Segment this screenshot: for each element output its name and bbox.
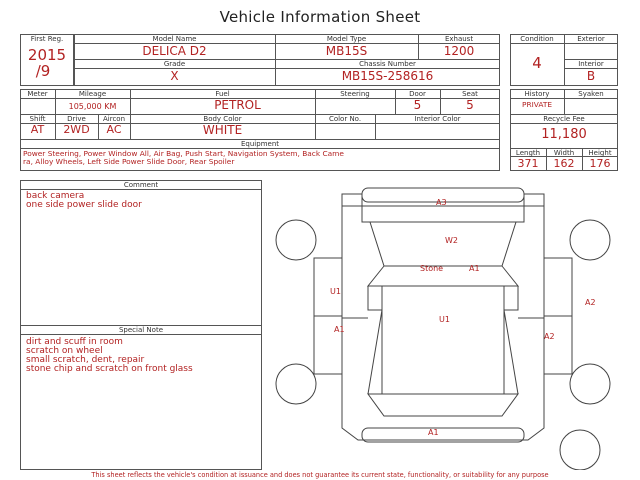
- equipment-line-1: Power Steering, Power Window All, Air Bag, Push Start, Navigation System, Back Came: [23, 149, 344, 158]
- fuel-label: Fuel: [215, 90, 230, 98]
- exterior-label: Exterior: [577, 35, 605, 43]
- comment-line-2: one side power slide door: [26, 200, 142, 210]
- roof-shape: [382, 286, 504, 394]
- damage-mark-a1-bottom: A1: [428, 428, 439, 437]
- recycle-fee-value: 11,180: [541, 127, 587, 142]
- special-note-line-2: scratch on wheel: [26, 346, 103, 356]
- chassis-label: Chassis Number: [359, 60, 416, 68]
- damage-mark-a1-hood: A1: [469, 264, 480, 273]
- right-front-door-shape: [544, 258, 572, 316]
- width-label: Width: [553, 149, 575, 157]
- left-mirror-shape: [342, 194, 362, 206]
- model-name-label: Model Name: [152, 35, 197, 43]
- length-value: 371: [517, 157, 539, 170]
- equipment-label: Equipment: [241, 140, 279, 148]
- damage-mark-u1-roof: U1: [439, 315, 450, 324]
- first-reg-month: /9: [35, 62, 51, 80]
- exhaust-value: 1200: [443, 44, 475, 58]
- aircon-value: AC: [106, 123, 122, 136]
- damage-mark-a2-door: A2: [544, 332, 555, 341]
- model-name-value: DELICA D2: [142, 44, 207, 58]
- body-color-value: WHITE: [202, 123, 243, 137]
- door-label: Door: [409, 90, 426, 98]
- right-rear-door-shape: [544, 316, 572, 374]
- aircon-label: Aircon: [102, 115, 126, 123]
- left-front-wheel-shape: [276, 220, 316, 260]
- seat-label: Seat: [462, 90, 478, 98]
- damage-mark-u1-left: U1: [330, 287, 341, 296]
- right-front-wheel-shape: [570, 220, 610, 260]
- damage-mark-w2: W2: [445, 236, 458, 245]
- recycle-fee-label: Recycle Fee: [543, 115, 585, 123]
- mileage-value: 105,000 KM: [68, 102, 117, 111]
- interior-value: B: [586, 69, 596, 83]
- color-no-label: Color No.: [328, 115, 362, 123]
- history-value: PRIVATE: [521, 100, 553, 109]
- syaken-label: Syaken: [578, 90, 604, 98]
- sheet-title: Vehicle Information Sheet: [219, 8, 421, 26]
- grade-label: Grade: [163, 60, 186, 68]
- car-damage-diagram: [270, 178, 615, 470]
- height-value: 176: [589, 157, 611, 170]
- width-value: 162: [553, 157, 575, 170]
- interior-color-label: Interior Color: [414, 115, 461, 123]
- mileage-label: Mileage: [78, 90, 107, 98]
- damage-mark-a1-left: A1: [334, 325, 345, 334]
- drive-value: 2WD: [63, 123, 90, 136]
- special-note-line-3: small scratch, dent, repair: [26, 355, 145, 365]
- fuel-value: PETROL: [214, 98, 261, 112]
- grade-value: X: [170, 69, 179, 83]
- meter-label: Meter: [27, 90, 48, 98]
- right-rear-wheel-shape: [570, 364, 610, 404]
- body-color-label: Body Color: [203, 115, 242, 123]
- interior-label: Interior: [578, 60, 604, 68]
- steering-label: Steering: [340, 90, 370, 98]
- exhaust-label: Exhaust: [444, 35, 474, 43]
- drive-label: Drive: [67, 115, 86, 123]
- special-note-line-1: dirt and scuff in room: [26, 337, 123, 347]
- equipment-line-2: ra, Alloy Wheels, Left Side Power Slide Door, Rear Spoiler: [23, 157, 235, 166]
- chassis-value: MB15S-258616: [341, 69, 434, 83]
- first-reg-label: First Reg.: [30, 35, 64, 43]
- height-label: Height: [588, 149, 612, 157]
- shift-value: AT: [30, 123, 45, 136]
- right-mirror-shape: [524, 194, 544, 206]
- damage-mark-a2-rear: A2: [585, 298, 596, 307]
- comment-line-1: back camera: [26, 191, 85, 201]
- disclaimer-text: This sheet reflects the vehicle's condition at issuance and does not guarantee its current state, functionality, or suitability for any purpose: [91, 471, 549, 479]
- left-rear-wheel-shape: [276, 364, 316, 404]
- damage-mark-stone: Stone: [420, 264, 444, 273]
- shift-label: Shift: [29, 115, 46, 123]
- seat-value: 5: [466, 98, 474, 112]
- special-note-line-4: stone chip and scratch on front glass: [26, 364, 193, 374]
- comment-label: Comment: [123, 181, 159, 189]
- history-label: History: [524, 90, 550, 98]
- windshield-shape: [370, 222, 516, 266]
- first-reg-year: 2015: [27, 46, 67, 64]
- condition-label: Condition: [520, 35, 554, 43]
- rear-window-shape: [368, 394, 518, 416]
- damage-mark-a3: A3: [436, 198, 447, 207]
- model-type-value: MB15S: [325, 44, 368, 58]
- condition-value: 4: [532, 54, 542, 72]
- length-label: Length: [515, 149, 541, 157]
- door-value: 5: [413, 98, 422, 112]
- model-type-label: Model Type: [326, 35, 367, 43]
- spare-wheel-shape: [560, 430, 600, 470]
- special-note-label: Special Note: [118, 326, 164, 334]
